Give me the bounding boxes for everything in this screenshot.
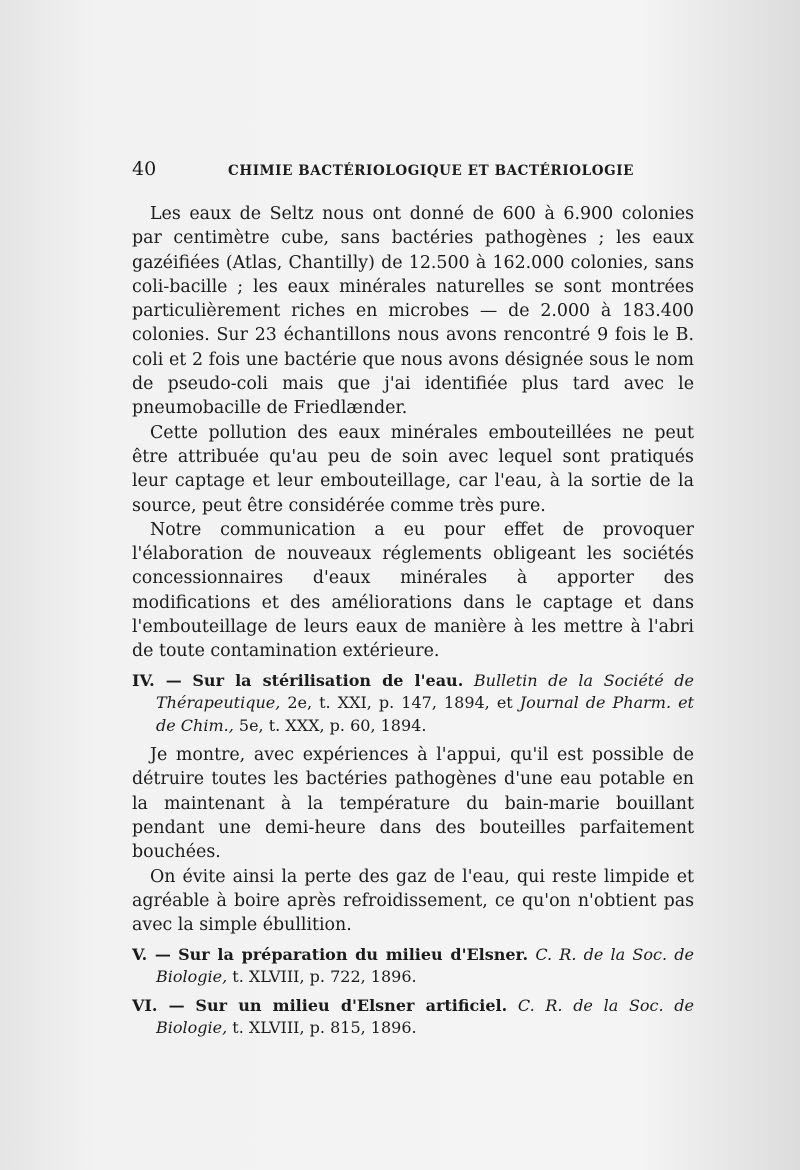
entry-detail: t. XLVIII, p. 815, 1896.: [232, 1018, 417, 1038]
entry-number: V. —: [132, 944, 171, 964]
bibliography-entry-iv: [132, 670, 694, 738]
paragraph-pollution: Cette pollution des eaux minérales embouteillées ne peut être attribuée qu'au peu de soin avec lequel sont pratiqués leur captage et leur embouteillage, car l'eau, à la sortie de la source, peut être considérée comme très pure.: [132, 422, 694, 516]
paragraph-sterilization: Je montre, avec expériences à l'appui, qu'il est possible de détruire toutes les bactéries pathogènes d'une eau potable en la maintenant à la température du bain-marie bouillant pendant une demi-heure dans des bouteilles parfaitement bouchées.: [132, 745, 694, 863]
entry-journal: Journal de Pharm. et de Chim.,: [156, 693, 694, 735]
entry-detail: 5e, t. XXX, p. 60, 1894.: [238, 715, 427, 735]
running-title: CHIMIE BACTÉRIOLOGIQUE ET BACTÉRIOLOGIE: [228, 163, 635, 179]
bibliography-entry-vi: [132, 995, 694, 1040]
entry-detail: t. XLVIII, p. 722, 1896.: [232, 967, 417, 987]
paragraph-gas: On évite ainsi la perte des gaz de l'eau, qui reste limpide et agréable à boire après refroidissement, ce qu'on n'obtient pas avec la simple ébullition.: [132, 866, 694, 936]
bibliography-entry-v: [132, 944, 694, 989]
entry-title: Sur la préparation du milieu d'Elsner.: [178, 944, 529, 964]
entry-number: VI. —: [132, 995, 185, 1015]
page-number: 40: [132, 158, 157, 180]
entry-journal: Bulletin de la Société de Thérapeutique,: [156, 670, 695, 713]
entry-journal: C. R. de la Soc. de Biologie,: [156, 995, 695, 1038]
paragraph-communication: Notre communication a eu pour effet de provoquer l'élaboration de nouveaux réglements obligeant les sociétés concessionnaires d'eaux minérales à apporter des modifications et des améliorations dans le captage et dans l'embouteillage de leurs eaux de manière à les mettre à l'abri de toute contamination extérieure.: [132, 519, 694, 662]
paragraph-seltz: Les eaux de Seltz nous ont donné de 600 à 6.900 colonies par centimètre cube, sans bactéries pathogènes ; les eaux gazéifiées (Atlas, Chantilly) de 12.500 à 162.000 colonies, sans coli-bacille ; les eaux minérales naturelles se sont montrées particulièrement riches en microbes — de 2.000 à 183.400 colonies. Sur 23 échantillons nous avons rencontré 9 fois le B. coli et 2 fois une bactérie que nous avons désignée sous le nom de pseudo-coli mais que j'ai identifiée plus tard avec le pneumobacille de Friedlænder.: [132, 204, 694, 419]
page-body: [132, 202, 694, 1044]
entry-journal: C. R. de la Soc. de Biologie,: [156, 944, 694, 987]
entry-title: Sur la stérilisation de l'eau.: [192, 670, 464, 690]
entry-title: Sur un milieu d'Elsner artificiel.: [195, 995, 508, 1015]
entry-detail: 2e, t. XXI, p. 147, 1894, et: [287, 693, 513, 713]
entry-number: IV. —: [132, 670, 182, 690]
